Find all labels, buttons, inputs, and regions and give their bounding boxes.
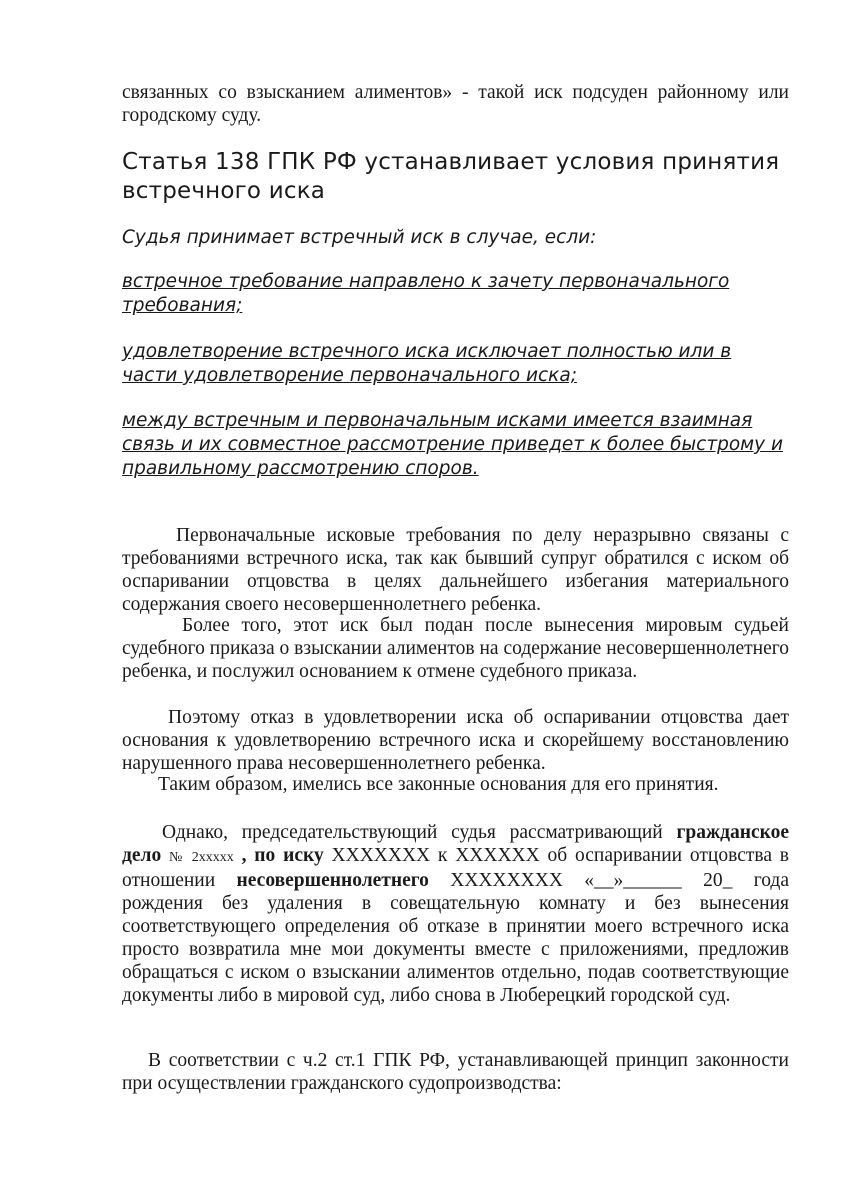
condition-item: удовлетворение встречного иска исключает полностью или в части удовлетворение первоначального иска; [122, 341, 732, 386]
condition-item: между встречным и первоначальным исками имеется взаимная связь и их совместное рассмотрение приведет к более быстрому и правильному рассмотрению споров. [122, 410, 783, 479]
case-text: ХХХХХХХ к ХХХХХХ об оспаривании отцовства в отношении [122, 845, 790, 891]
body-paragraph: Поэтому отказ в удовлетворении иска об оспаривании отцовства дает основания к удовлетворению встречного иска и скорейшему восстановлению нарушенного права несовершеннолетнего ребенка. [122, 707, 789, 774]
body-paragraph: В соответствии с ч.2 ст.1 ГПК РФ, устанавливающей принцип законности при осуществлении гражданского судопроизводства: [122, 1050, 789, 1094]
body-paragraph: Таким образом, имелись все законные основания для его принятия. [158, 774, 719, 795]
intro-text: Судья принимает встречный иск в случае, если: [122, 227, 597, 248]
top-paragraph: связанных со взысканием алиментов» - такой иск подсуден районному или городскому суду. [122, 82, 789, 126]
condition-item: встречное требование направлено к зачету первоначального требования; [122, 271, 730, 316]
case-text [161, 845, 169, 866]
case-bold: несовершеннолетнего [236, 870, 429, 891]
case-bold: , по иску [233, 845, 324, 866]
case-text: ХХХХХХХХ «__»______ 20_ года рождения без удаления в совещательную комнату и без вынесения соответствующего определения об отказе в принятии моего встречного иска просто возвратила мне мои документы вместе с приложениями, предложив обращаться с иском о взыскании алиментов отдельно, подав соответствующие документы либо в мировой суд, либо снова в Люберецкий городской суд. [122, 870, 790, 1006]
body-paragraph-case [122, 821, 789, 1007]
case-bold: гражданское дело [122, 822, 789, 866]
body-paragraph: Более того, этот иск был подан после вынесения мировым судьей судебного приказа о взыскании алиментов на содержание несовершеннолетнего ребенка, и послужил основанием к отмене судебного приказа. [122, 615, 789, 682]
case-text: Однако, председательствующий судья рассматривающий [162, 822, 677, 843]
body-paragraph: Первоначальные исковые требования по делу неразрывно связаны с требованиями встречного иска, так как бывший супруг обратился с иском об оспаривании отцовства в целях дальнейшего избегания материального содержания своего несовершеннолетнего ребенка. [122, 525, 789, 615]
article-heading: Статья 138 ГПК РФ устанавливает условия принятия встречного иска [122, 149, 780, 204]
case-number: № 2ххххх [169, 850, 234, 865]
